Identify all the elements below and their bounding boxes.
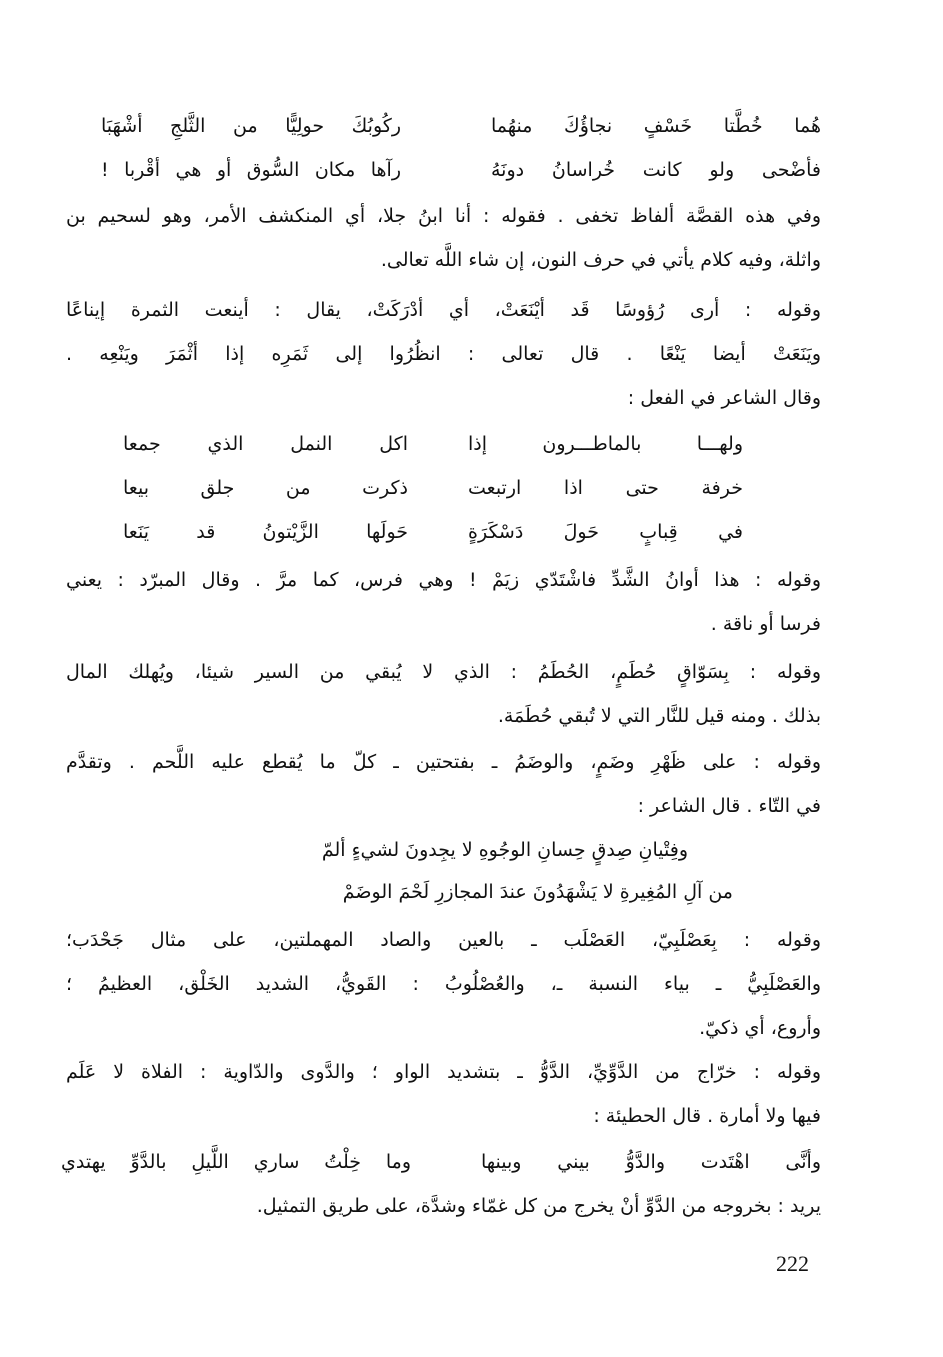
text-line: وأروع، أي ذكيّ. bbox=[699, 1017, 821, 1039]
verse-line: وفِتْيانِ صِدقٍ حِسانِ الوجُوهِ لا يجِدونَ لشيءٍ ألمّ bbox=[321, 839, 688, 861]
verse-hemistich: خرفة حتى اذا ارتبعت bbox=[468, 477, 743, 499]
verse-couplet bbox=[61, 1142, 821, 1182]
page-number: 222 bbox=[776, 1251, 809, 1276]
verse-hemistich: ركُوبُكَ حولِيًّا من الثَّلجِ أشْهَبَا bbox=[101, 115, 401, 137]
verse-hemistich: وما خِلْتُ ساري اللَّيلِ بالدَّوِّ يهتدي bbox=[61, 1151, 411, 1173]
verse-hemistich: وأنَّى اهْتَدت والدَّوُّ بيني وبينها bbox=[481, 1151, 821, 1173]
verse-line: من آلِ المُغِيرةِ لا يَشْهَدُونَ عندَ المجازرِ لَحْمَ الوضَمْ bbox=[342, 881, 733, 903]
verse-hemistich: رآها مكان السُّوق أو هي أقْربا ! bbox=[101, 159, 401, 181]
text-line: وقوله : بِسَوّاقٍ حُطَمٍ، الحُطَمُ : الذي لا يُبقي من السير شيئا، ويُهلك المال bbox=[66, 661, 821, 683]
verse-hemistich: حَولَها الزَّيْتونُ قد يَنَعا bbox=[123, 521, 408, 543]
text-line: واثلة، وفيه كلام يأتي في حرف النون، إن شاء اللَّه تعالى. bbox=[380, 249, 821, 271]
text-line: يريد : بخروجه من الدَّوِّ أنْ يخرج من كل غمّاء وشدَّة، على طريق التمثيل. bbox=[256, 1195, 821, 1217]
text-line: في التّاء . قال الشاعر : bbox=[637, 795, 821, 817]
verse-hemistich: فأضْحى ولو كانت خُراسانُ دونَهُ bbox=[491, 159, 821, 181]
text-line: وقوله : خرّاج من الدَّوِّيِّ، الدَّوُّ ـ بتشديد الواو ؛ والدَّوى والدّاوية : الفلاة لا عَلَم bbox=[66, 1061, 821, 1083]
text-line: وقوله : على ظَهْرِ وضَمٍ، والوضَمُ ـ بفتحتين ـ كلّ ما يُقطع عليه اللَّحم . وتقدَّم bbox=[66, 751, 821, 773]
verse-couplet bbox=[123, 468, 743, 508]
text-line: ويَنَعَتْ أيضا يَنْعًا . قال تعالى : انظُرُوا إلى ثَمَرِه إذا أثْمَرَ ويَنْعِه . bbox=[66, 343, 821, 365]
verse-hemistich: ولهـــا بالماطـــرون إذا bbox=[468, 433, 743, 455]
text-line: بذلك . ومنه قيل للنَّار التي لا تُبقي حُطَمَة. bbox=[497, 705, 821, 727]
text-line: وقوله : بِعَصْلَبِيّ، العَصْلَب ـ بالعين والصاد المهملتين، على مثال جَحْدَب؛ bbox=[66, 929, 821, 951]
verse-hemistich: هُما خُطَّتا خَسْفٍ نجاؤُكَ منهُما bbox=[491, 115, 821, 137]
verse-couplet bbox=[101, 106, 821, 146]
text-line: وفي هذه القصَّة ألفاظ تخفى . فقوله : أنا ابنُ جلا، أي المنكشف الأمر، وهو لسحيم بن bbox=[66, 205, 821, 227]
verse-couplet bbox=[101, 150, 821, 190]
text-line: وقوله : أرى رُؤوسًا قَد أيْنَعَتْ، أي أدْرَكَتْ، يقال : أينعت الثمرة إيناعًا bbox=[66, 299, 821, 321]
verse-hemistich: ذكرت من جلق بيعا bbox=[123, 477, 408, 499]
verse-couplet bbox=[123, 424, 743, 464]
text-line: فرسا أو ناقة . bbox=[710, 613, 821, 635]
text-line: فيها ولا أمارة . قال الحطيئة : bbox=[593, 1105, 821, 1127]
verse-hemistich: في قِبابٍ حَولَ دَسْكَرَةٍ bbox=[468, 521, 743, 543]
verse-hemistich: اكل النمل الذي جمعا bbox=[123, 433, 408, 455]
text-line: وقوله : هذا أوانُ الشَّدِّ فاشْتَدّي زيَمْ ! وهي فرس، كما مرَّ . وقال المبرّد : يعني bbox=[66, 569, 821, 591]
text-line: وقال الشاعر في الفعل : bbox=[627, 387, 821, 409]
text-line: والعَصْلَبِيُّ ـ بياء النسبة ـ، والعُصْلُوبُ : القَويُّ، الشديد الخَلْق، العظيمُ ؛ bbox=[66, 973, 821, 995]
verse-couplet bbox=[123, 512, 743, 552]
